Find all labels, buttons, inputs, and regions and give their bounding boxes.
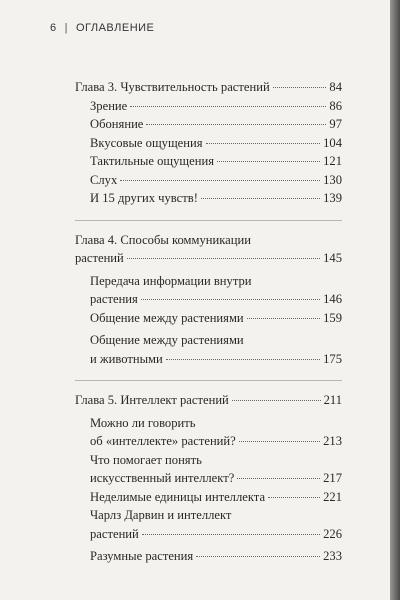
section-page: 146 — [323, 292, 342, 306]
section-page: 159 — [323, 310, 342, 325]
dot-leader — [237, 478, 320, 479]
toc-chapter-5[interactable] — [75, 391, 342, 410]
toc-section[interactable] — [90, 309, 342, 328]
section-title: Обоняние — [90, 117, 144, 131]
section-page: 213 — [323, 434, 342, 448]
header-title: ОГЛАВЛЕНИЕ — [75, 22, 155, 34]
toc-section-line-1[interactable] — [90, 331, 342, 350]
toc-section[interactable] — [90, 152, 342, 171]
table-of-contents — [75, 78, 342, 566]
chapter-page: 84 — [329, 80, 342, 94]
running-header — [50, 22, 154, 34]
section-title-cont: растения — [90, 292, 138, 306]
toc-section[interactable] — [90, 432, 342, 451]
toc-section[interactable] — [90, 97, 342, 116]
chapter-divider — [75, 220, 342, 221]
section-title: Вкусовые ощущения — [90, 135, 203, 150]
dot-leader — [196, 556, 320, 557]
section-title: Зрение — [90, 98, 128, 113]
dot-leader — [232, 400, 321, 401]
dot-leader — [166, 359, 320, 360]
dot-leader — [127, 258, 320, 259]
section-title: Что помогает понять — [90, 452, 202, 467]
header-separator: | — [64, 22, 68, 34]
toc-section[interactable] — [90, 488, 342, 507]
section-title: Можно ли говорить — [90, 415, 196, 430]
section-title: Чарлз Дарвин и интеллект — [90, 508, 232, 522]
dot-leader — [206, 143, 321, 144]
dot-leader — [141, 299, 320, 300]
section-page: 139 — [323, 191, 342, 205]
section-page: 86 — [329, 98, 342, 113]
dot-leader — [268, 497, 320, 498]
dot-leader — [273, 87, 327, 88]
dot-leader — [247, 318, 320, 319]
toc-chapter-4-line-1[interactable] — [75, 231, 342, 250]
chapter-title-cont: растений — [75, 251, 124, 265]
toc-section-line-1[interactable] — [90, 506, 342, 525]
toc-section[interactable] — [90, 350, 342, 369]
section-title-cont: об «интеллекте» растений? — [90, 434, 236, 448]
book-edge — [390, 0, 400, 600]
section-page: 97 — [329, 117, 342, 131]
section-title: И 15 других чувств! — [90, 191, 198, 205]
dot-leader — [120, 180, 320, 181]
chapter-title: Глава 4. Способы коммуникации — [75, 232, 251, 247]
section-page: 104 — [323, 135, 342, 150]
toc-section[interactable] — [90, 469, 342, 488]
chapter-title: Глава 5. Интеллект растений — [75, 393, 229, 407]
chapter-title: Глава 3. Чувствительность растений — [75, 80, 270, 94]
toc-chapter-4[interactable] — [75, 249, 342, 268]
section-title-cont: искусственный интеллект? — [90, 471, 235, 485]
section-title: Тактильные ощущения — [90, 154, 214, 168]
section-page: 217 — [323, 471, 342, 485]
toc-section[interactable] — [90, 525, 342, 544]
section-page: 221 — [323, 489, 342, 504]
toc-section[interactable] — [90, 189, 342, 208]
section-title: Передача информации внутри — [90, 273, 252, 288]
toc-section[interactable] — [90, 115, 342, 134]
page-number: 6 — [50, 22, 57, 34]
dot-leader — [146, 124, 326, 125]
section-title-cont: растений — [90, 526, 139, 541]
section-page: 121 — [323, 154, 342, 168]
toc-section-line-1[interactable] — [90, 451, 342, 470]
toc-chapter-3[interactable] — [75, 78, 342, 97]
section-page: 130 — [323, 172, 342, 187]
chapter-page: 145 — [323, 251, 342, 265]
dot-leader — [217, 161, 320, 162]
chapter-page: 211 — [323, 393, 342, 407]
toc-section-line-1[interactable] — [90, 272, 342, 291]
section-title-cont: и животными — [90, 351, 163, 366]
section-title: Разумные растения — [90, 549, 194, 563]
dot-leader — [130, 106, 326, 107]
section-page: 233 — [323, 549, 342, 563]
section-title: Неделимые единицы интеллекта — [90, 489, 266, 504]
section-title: Общение между растениями — [90, 333, 244, 347]
toc-section[interactable] — [90, 290, 342, 309]
toc-section[interactable] — [90, 171, 342, 190]
section-title: Слух — [90, 172, 118, 187]
toc-section-line-1[interactable] — [90, 414, 342, 433]
section-page: 226 — [323, 526, 342, 541]
section-page: 175 — [323, 351, 342, 366]
section-title: Общение между растениями — [90, 310, 244, 325]
dot-leader — [239, 441, 320, 442]
dot-leader — [201, 198, 320, 199]
toc-section[interactable] — [90, 134, 342, 153]
toc-section[interactable] — [90, 547, 342, 566]
chapter-divider — [75, 380, 342, 381]
dot-leader — [142, 534, 320, 535]
